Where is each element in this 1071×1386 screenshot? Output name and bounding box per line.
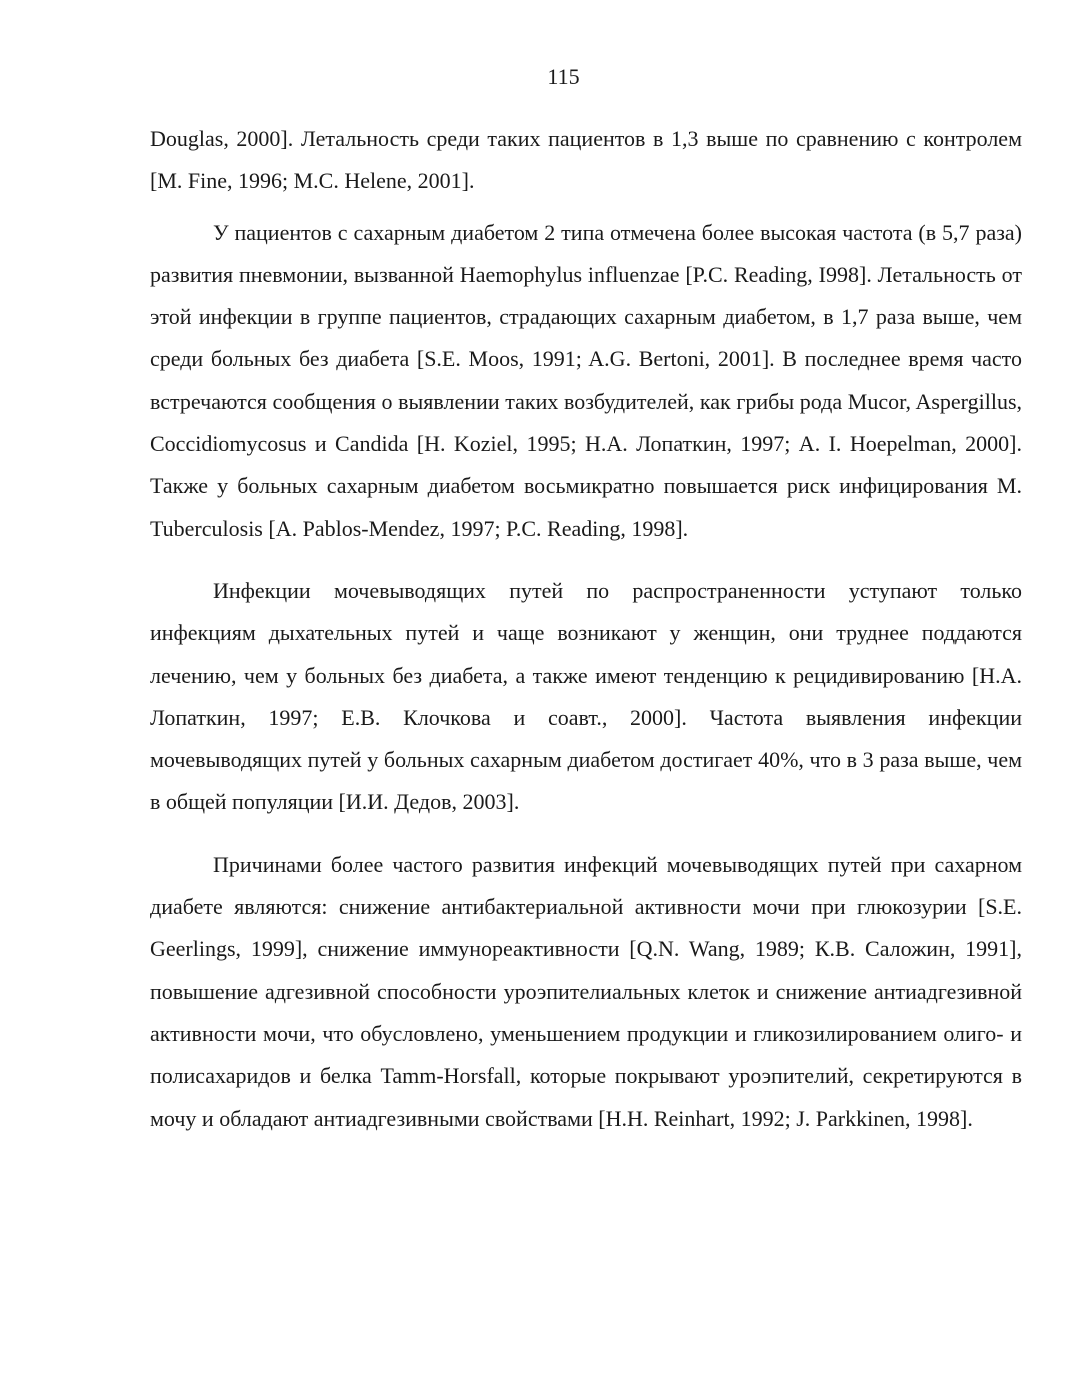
paragraph-pneumonia: У пациентов с сахарным диабетом 2 типа отмечена более высокая частота (в 5,7 раза) развития пневмонии, вызванной Haemophylus influenzae [P.C. Reading, I998]. Летальность от этой инфекции в группе пациентов, страдающих сахарным диабетом, в 1,7 раза выше, чем среди больных без диабета [S.E. Moos, 1991; A.G. Bertoni, 2001]. В последнее время часто встречаются сообщения о выявлении таких возбудителей, как грибы рода Mucor, Aspergillus, Coccidiomycosus и Candida [H. Koziel, 1995; Н.А. Лопаткин, 1997; A. I. Hoepelman, 2000]. Также у больных сахарным диабетом восьмикратно повышается риск инфицирования M. Tuberculosis [A. Pablos-Mendez, 1997; P.C. Reading, 1998]. xyxy=(150,219,1022,541)
page-number: 115 xyxy=(547,64,580,89)
paragraph-continuation: Douglas, 2000]. Летальность среди таких пациентов в 1,3 выше по сравнению с контролем [M. Fine, 1996; M.C. Helene, 2001]. xyxy=(150,126,1022,194)
text-body xyxy=(150,118,1022,1140)
paragraph-urinary-infections: Инфекции мочевыводящих путей по распространенности уступают только инфекциям дыхательных путей и чаще возникают у женщин, они труднее поддаются лечению, чем у больных без диабета, а также имеют тенденцию к рецидивированию [Н.А. Лопаткин, 1997; Е.В. Клочкова и соавт., 2000]. Частота выявления инфекции мочевыводящих путей у больных сахарным диабетом достигает 40%, что в 3 раза выше, чем в общей популяции [И.И. Дедов, 2003]. xyxy=(150,577,1022,815)
paragraph-causes: Причинами более частого развития инфекций мочевыводящих путей при сахарном диабете являются: снижение антибактериальной активности мочи при глюкозурии [S.E. Geerlings, 1999], снижение иммунореактивности [Q.N. Wang, 1989; К.В. Саложин, 1991], повышение адгезивной способности уроэпителиальных клеток и снижение антиадгезивной активности мочи, что обусловлено, уменьшением продукции и гликозилированием олиго- и полисахаридов и белка Tamm-Horsfall, которые покрывают уроэпителий, секретируются в мочу и обладают антиадгезивными свойствами [H.H. Reinhart, 1992; J. Parkkinen, 1998]. xyxy=(150,851,1022,1131)
